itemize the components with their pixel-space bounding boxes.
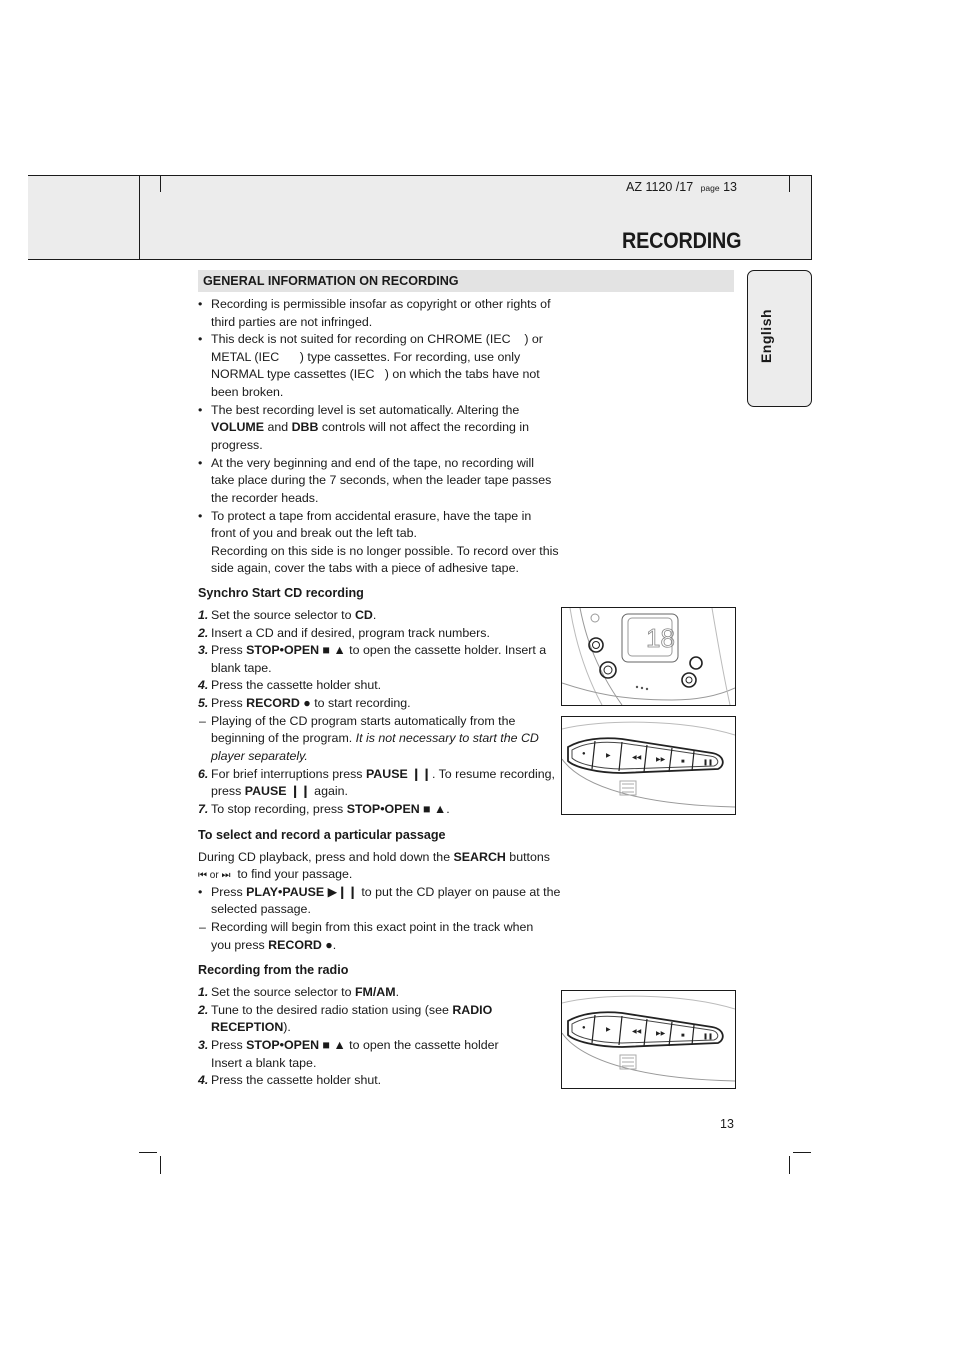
cd-panel-drawing — [562, 608, 735, 705]
text: ). — [283, 1020, 291, 1034]
step-text — [211, 695, 411, 713]
svg-text:▶▶: ▶▶ — [656, 757, 666, 763]
svg-text:❚❚: ❚❚ — [703, 760, 714, 766]
page-title: RECORDING — [622, 228, 742, 253]
deck-buttons-illustration — [561, 716, 736, 815]
text: PAUSE ❙❙ — [244, 784, 311, 798]
deck-buttons-drawing — [562, 717, 735, 814]
text: FM/AM — [354, 985, 396, 999]
svg-text:❚❚: ❚❚ — [703, 1034, 714, 1040]
bullet-dot: • — [198, 509, 203, 523]
dbb-label: DBB — [291, 420, 319, 434]
dash-marker: – — [199, 714, 206, 728]
text: Press — [211, 885, 247, 899]
passage-text — [198, 849, 550, 867]
step-text — [211, 607, 376, 625]
step-text: Insert a blank tape. — [211, 1056, 317, 1070]
svg-text:◀◀: ◀◀ — [632, 1029, 642, 1035]
svg-text:●: ● — [582, 1025, 586, 1031]
text: controls will not affect the recording in — [318, 420, 529, 434]
synchro-title: Synchro Start CD recording — [198, 586, 364, 600]
bullet-dot: • — [198, 885, 203, 899]
svg-text:▶▶: ▶▶ — [656, 1031, 666, 1037]
text: to put the CD player on pause at the — [357, 885, 561, 899]
language-tab — [747, 270, 812, 407]
deck-buttons-illustration-radio — [561, 990, 736, 1089]
step-text: Insert a CD and if desired, program track numbers. — [211, 626, 490, 640]
crop-mark — [160, 176, 161, 192]
deck-buttons-drawing — [562, 991, 735, 1088]
text: STOP•OPEN ■ ▲ — [346, 802, 447, 816]
list-item: front of you and break out the left tab. — [211, 526, 417, 540]
text: To stop recording, press — [211, 802, 347, 816]
step-text — [211, 1019, 291, 1037]
step-text: Press the cassette holder shut. — [211, 1073, 382, 1087]
text: Set the source selector to — [211, 985, 355, 999]
text: again. — [310, 784, 348, 798]
step-number: 1. — [198, 985, 209, 999]
step-text: blank tape. — [211, 661, 272, 675]
text: STOP•OPEN ■ ▲ — [246, 643, 346, 657]
svg-text:◀◀: ◀◀ — [632, 755, 642, 761]
crop-mark — [793, 1152, 811, 1153]
crop-mark — [789, 176, 790, 192]
step-number: 2. — [198, 1003, 209, 1017]
text: . — [446, 802, 450, 816]
text: RECEPTION — [211, 1020, 284, 1034]
text: to start recording. — [310, 696, 411, 710]
note-text: Recording will begin from this exact point in the track when — [211, 920, 534, 934]
list-item: Recording on this side is no longer possible. To record over this — [211, 544, 559, 558]
list-item: To protect a tape from accidental erasure, have the tape in — [211, 509, 532, 523]
crop-mark — [139, 1152, 157, 1153]
header-bottom-rule — [28, 259, 812, 260]
list-item: been broken. — [211, 385, 284, 399]
list-item: This deck is not suited for recording on CHROME (IEC ) or — [211, 332, 543, 346]
list-item — [211, 884, 560, 902]
step-number: 6. — [198, 767, 209, 781]
model-number: AZ 1120 /17 — [626, 180, 694, 194]
header-page-number: 13 — [723, 180, 737, 194]
text: to find your passage. — [230, 867, 353, 881]
text: During CD playback, press and hold down the — [198, 850, 454, 864]
text: PAUSE ❙❙ — [365, 767, 432, 781]
note-text: Playing of the CD program starts automatically from the — [211, 714, 516, 728]
text: and — [264, 420, 292, 434]
dash-marker: – — [199, 920, 206, 934]
header-divider — [139, 176, 140, 259]
text: to open the cassette holder — [345, 1038, 499, 1052]
text: It is not necessary to start the CD — [355, 731, 539, 745]
passage-text — [198, 866, 352, 885]
text: CD — [354, 608, 373, 622]
header-right-edge — [811, 176, 812, 259]
step-number: 4. — [198, 1073, 209, 1087]
step-text — [211, 984, 399, 1002]
list-item: The best recording level is set automatically. Altering the — [211, 403, 520, 417]
step-text: Press the cassette holder shut. — [211, 678, 382, 692]
text: For brief interruptions press — [211, 767, 366, 781]
text: RADIO — [452, 1003, 493, 1017]
list-item — [211, 419, 529, 437]
step-number: 3. — [198, 1038, 209, 1052]
page-word: page — [700, 183, 720, 193]
step-text — [211, 801, 450, 819]
bullet-dot: • — [198, 456, 203, 470]
text: RECORD ● — [246, 696, 311, 710]
svg-text:■: ■ — [681, 1033, 685, 1039]
text: SEARCH — [453, 850, 506, 864]
text: buttons — [505, 850, 550, 864]
header-left-panel — [28, 176, 139, 259]
text: to open the cassette holder. Insert a — [345, 643, 547, 657]
bullet-dot: • — [198, 297, 203, 311]
list-item: NORMAL type cassettes (IEC ) on which the tabs have not — [211, 367, 540, 381]
volume-label: VOLUME — [211, 420, 265, 434]
svg-text:▶: ▶ — [606, 753, 611, 759]
text: Press — [211, 696, 247, 710]
svg-text:●: ● — [582, 751, 586, 757]
text: Press — [211, 1038, 247, 1052]
header-top-rule — [28, 175, 812, 176]
list-item: third parties are not infringed. — [211, 315, 373, 329]
cd-panel-illustration — [561, 607, 736, 706]
search-icons: ⏮ or ⏭ — [198, 870, 231, 881]
step-text — [211, 1002, 492, 1020]
step-number: 2. — [198, 626, 209, 640]
text: beginning of the program. — [211, 731, 356, 745]
step-text — [211, 766, 555, 784]
page-header-ref — [626, 179, 737, 196]
step-text — [211, 1037, 499, 1055]
note-text — [211, 730, 539, 748]
note-text — [211, 937, 336, 955]
note-text: player separately. — [211, 749, 308, 763]
bullet-dot: • — [198, 403, 203, 417]
list-item: the recorder heads. — [211, 491, 319, 505]
radio-title: Recording from the radio — [198, 963, 349, 977]
step-text — [211, 783, 348, 801]
text: PLAY•PAUSE ▶❙❙ — [246, 885, 358, 899]
language-tab-label: English — [758, 308, 774, 364]
list-item: progress. — [211, 438, 263, 452]
step-number: 4. — [198, 678, 209, 692]
list-item: METAL (IEC ) type cassettes. For recording, use only — [211, 350, 521, 364]
text: press — [211, 784, 245, 798]
text: STOP•OPEN ■ ▲ — [246, 1038, 346, 1052]
list-item: At the very beginning and end of the tape, no recording will — [211, 456, 535, 470]
cd-display-digits: 18 — [646, 623, 675, 653]
text: . — [332, 938, 337, 952]
text: . — [372, 608, 377, 622]
list-item: selected passage. — [211, 902, 311, 916]
list-item: side again, cover the tabs with a piece of adhesive tape. — [211, 561, 519, 575]
passage-title: To select and record a particular passage — [198, 828, 446, 842]
text: you press — [211, 938, 269, 952]
text: Tune to the desired radio station using (see — [211, 1003, 453, 1017]
crop-mark — [789, 1156, 790, 1174]
section-title: GENERAL INFORMATION ON RECORDING — [203, 274, 459, 288]
text: . To resume recording, — [431, 767, 555, 781]
text: Press — [211, 643, 247, 657]
bullet-dot: • — [198, 332, 203, 346]
step-number: 5. — [198, 696, 209, 710]
svg-text:▶: ▶ — [606, 1027, 611, 1033]
text: Set the source selector to — [211, 608, 355, 622]
footer-page-number: 13 — [720, 1117, 734, 1131]
list-item: take place during the 7 seconds, when the leader tape passes — [211, 473, 552, 487]
crop-mark — [160, 1156, 161, 1174]
step-number: 3. — [198, 643, 209, 657]
list-item: Recording is permissible insofar as copyright or other rights of — [211, 297, 551, 311]
text: RECORD ● — [268, 938, 333, 952]
svg-text:■: ■ — [681, 759, 685, 765]
text: . — [395, 985, 400, 999]
step-text — [211, 642, 546, 660]
step-number: 7. — [198, 802, 209, 816]
step-number: 1. — [198, 608, 209, 622]
